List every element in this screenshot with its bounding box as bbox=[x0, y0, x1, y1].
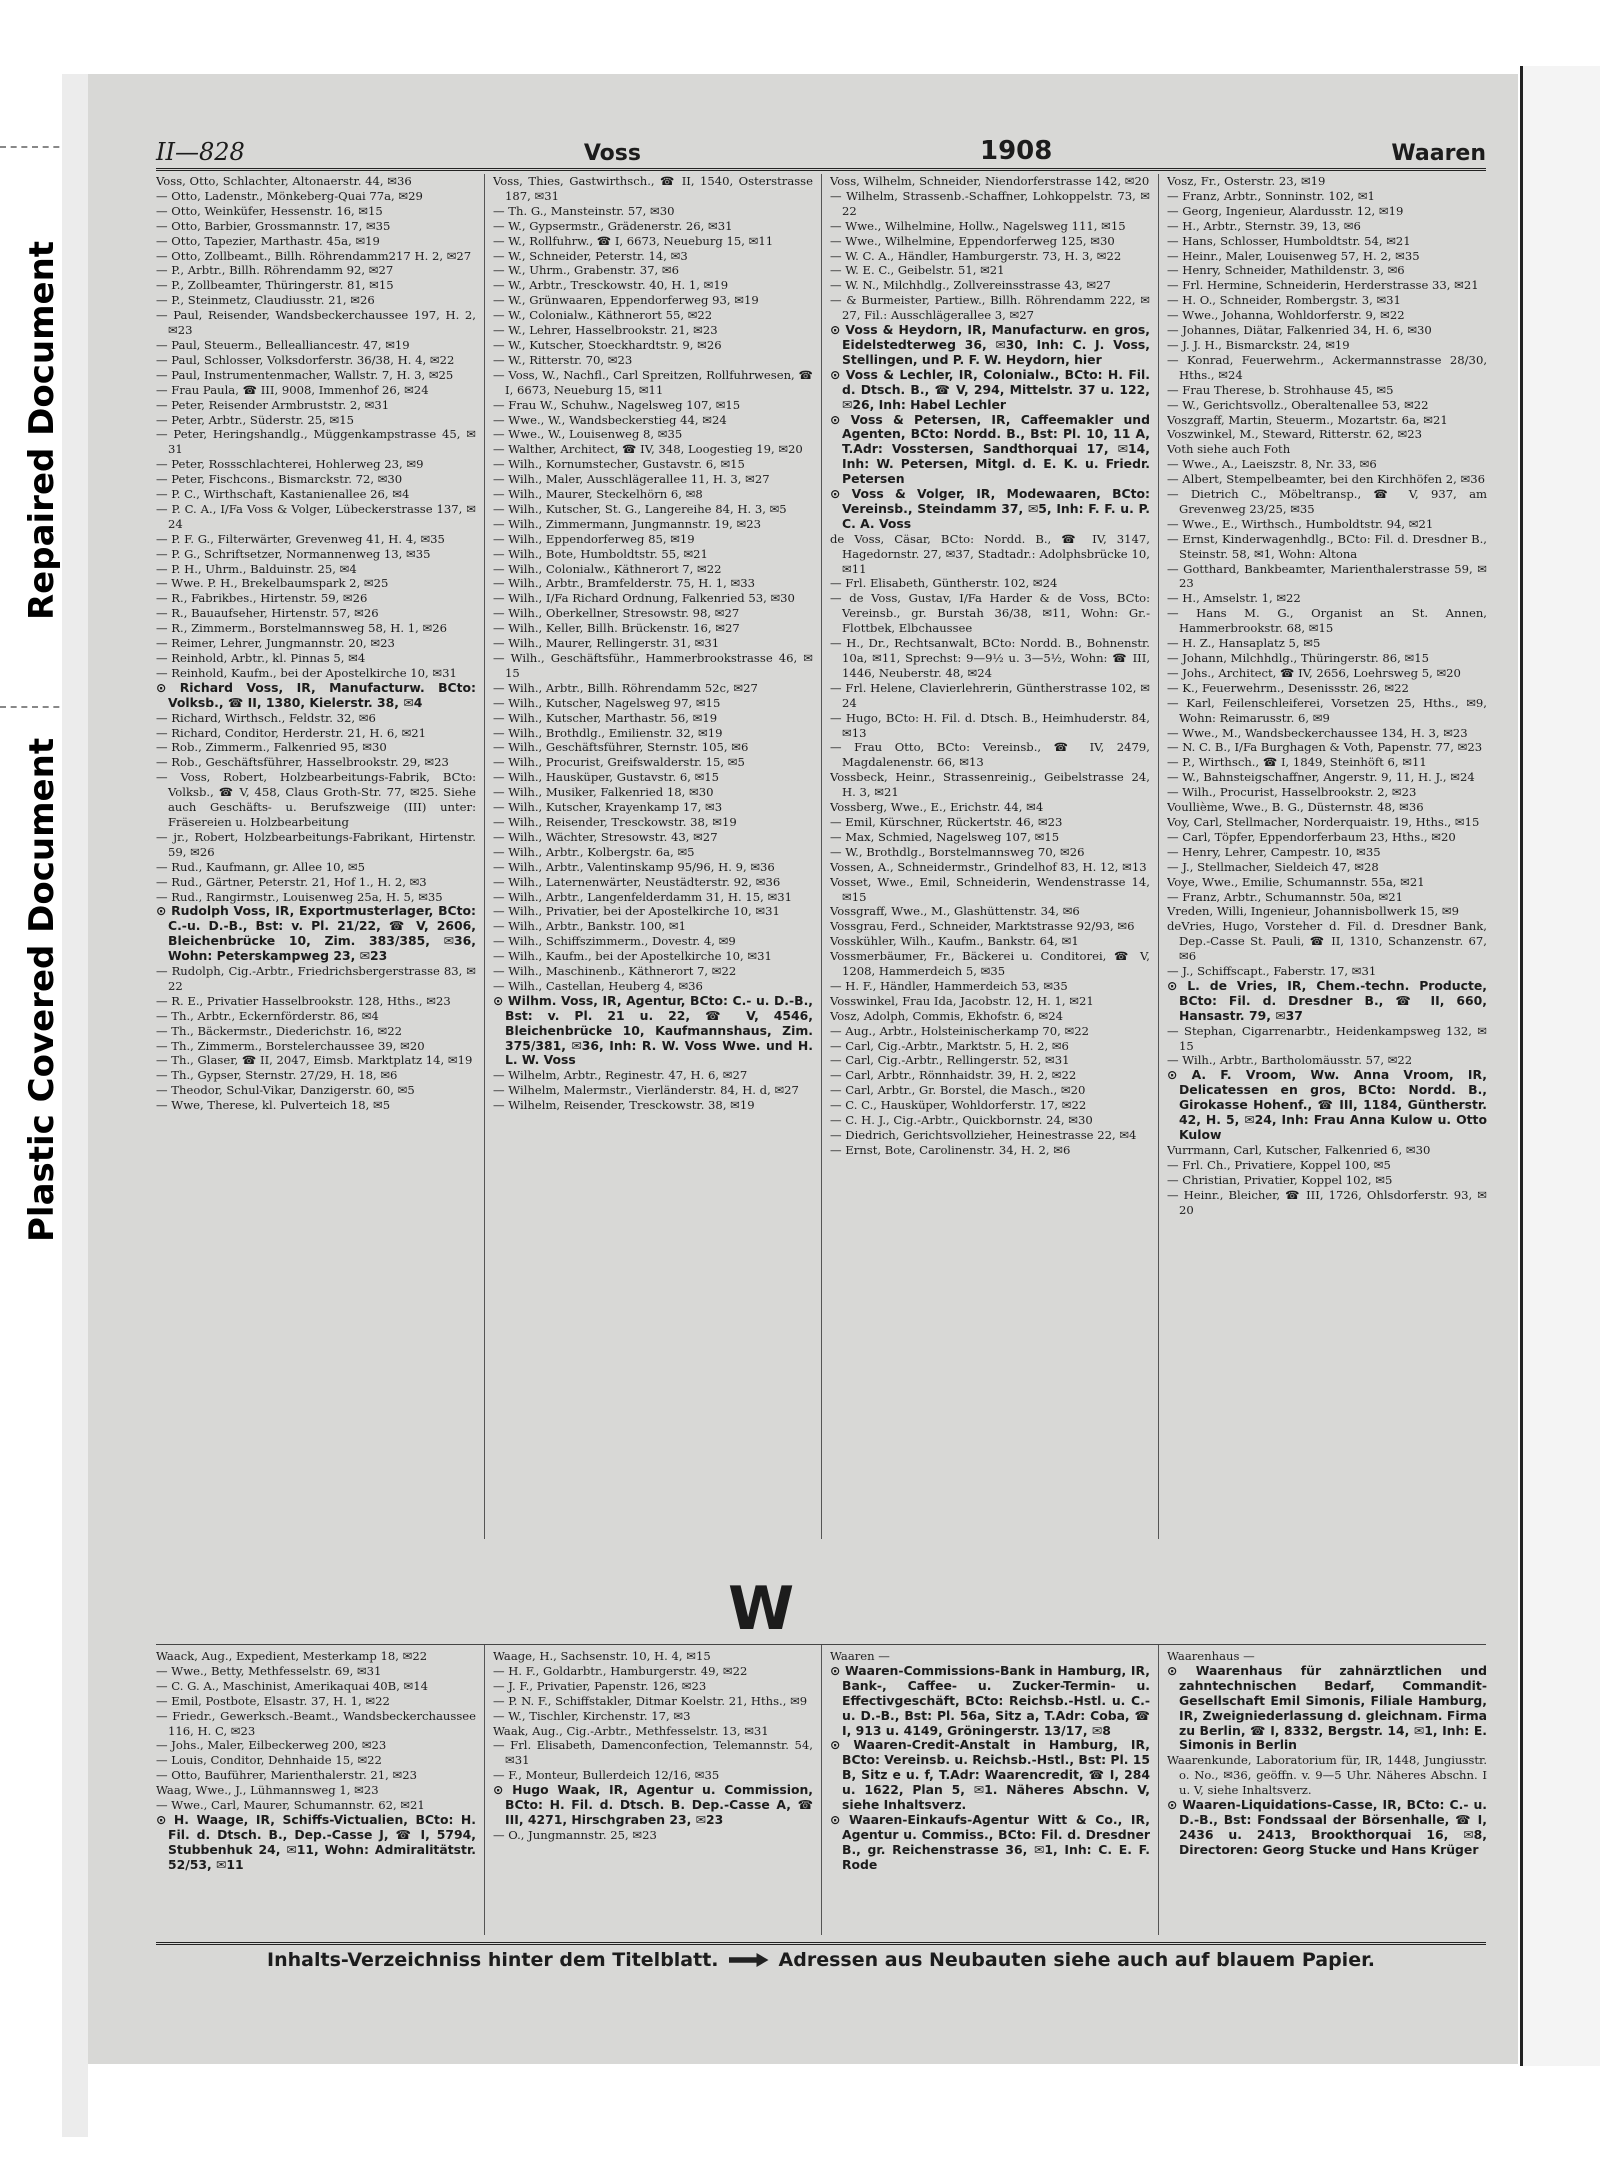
bottom-margin bbox=[88, 2066, 1520, 2177]
directory-entry: — Heinr., Bleicher, ☎ III, 1726, Ohlsdorferstr. 93, ✉20 bbox=[1167, 1187, 1487, 1217]
directory-entry: — jr., Robert, Holzbearbeitungs-Fabrikant, Hirtenstr. 59, ✉26 bbox=[156, 829, 476, 859]
directory-entry: — Wwe., A., Laeiszstr. 8, Nr. 33, ✉6 bbox=[1167, 457, 1377, 472]
directory-entry: — Wilh., Eppendorferweg 85, ✉19 bbox=[493, 531, 695, 546]
directory-entry: — Wwe., Wilhelmine, Hollw., Nagelsweg 111, ✉15 bbox=[830, 218, 1126, 233]
directory-entry: — C. C., Hausküper, Wohldorferstr. 17, ✉22 bbox=[830, 1098, 1087, 1113]
directory-entry: — Wilh., Kutscher, Nagelsweg 97, ✉15 bbox=[493, 695, 721, 710]
directory-entry: — Emil, Postbote, Elsastr. 37, H. 1, ✉22 bbox=[156, 1693, 390, 1708]
directory-entry: — H. F., Händler, Hammerdeich 53, ✉35 bbox=[830, 978, 1068, 993]
directory-entry: — J., Schiffscapt., Faberstr. 17, ✉31 bbox=[1167, 964, 1377, 979]
directory-entry: — O., Jungmannstr. 25, ✉23 bbox=[493, 1827, 657, 1842]
directory-entry: — Reimer, Lehrer, Jungmannstr. 20, ✉23 bbox=[156, 636, 395, 651]
directory-entry: — Wilh., Castellan, Heuberg 4, ✉36 bbox=[493, 978, 703, 993]
directory-entry: — de Voss, Gustav, I/Fa Harder & de Voss, BCto: Vereinsb., gr. Burstah 36/38, ✉11, Wohn: Gr.-Flottbek, Elbchaussee bbox=[830, 591, 1150, 636]
directory-entry: — Rud., Rangirmstr., Louisenweg 25a, H. 5, ✉35 bbox=[156, 889, 443, 904]
directory-entry: — K., Feuerwehrm., Desenissstr. 26, ✉22 bbox=[1167, 680, 1409, 695]
directory-entry: Vurrmann, Carl, Kutscher, Falkenried 6, ✉30 bbox=[1167, 1142, 1431, 1157]
directory-entry: — & Burmeister, Partiew., Billh. Röhrendamm 222, ✉27, Fil.: Ausschlägerallee 3, ✉27 bbox=[830, 293, 1150, 323]
directory-entry: — P., Steinmetz, Claudiusstr. 21, ✉26 bbox=[156, 293, 375, 308]
directory-entry: ⊙ Voss & Volger, IR, Modewaaren, BCto: Vereinsb., Steindamm 37, ✉5, Inh: F. F. u. P. C. A. Voss bbox=[830, 486, 1150, 531]
header-year: 1908 bbox=[979, 136, 1053, 166]
directory-entry: ⊙ Voss & Petersen, IR, Caffeemakler und Agenten, BCto: Nordd. B., Bst: Pl. 10, 11 A, T.Adr: Vosstersen, Sandthorquai 17, ✉14, Inh: W. Petersen, Mitgl. d. E. K. u. Friedr. Petersen bbox=[830, 411, 1150, 487]
page-number: II—828 bbox=[156, 138, 245, 166]
directory-entry: — Johannes, Diätar, Falkenried 34, H. 6, ✉30 bbox=[1167, 323, 1432, 338]
directory-entry: — Wilh., Arbtr., Bramfelderstr. 75, H. 1, ✉33 bbox=[493, 576, 755, 591]
directory-entry: — Wilh., Kutscher, St. G., Langereihe 84, H. 3, ✉5 bbox=[493, 501, 787, 516]
directory-entry: — Wwe., M., Wandsbeckerchaussee 134, H. 3, ✉23 bbox=[1167, 725, 1468, 740]
directory-entry: ⊙ Waaren-Credit-Anstalt in Hamburg, IR, BCto: Vereinsb. u. Reichsb.-Hstl., Bst: Pl. 15 B, Sitz e u. f, T.Adr: Waarencredit, ☎ I, 284 u. 1622, Plan 5, ✉1. Näheres Abschn. V, siehe Inhaltsverz. bbox=[830, 1737, 1150, 1813]
directory-entry: — Johann, Milchhdlg., Thüringerstr. 86, ✉15 bbox=[1167, 651, 1429, 665]
directory-entry: — C. G. A., Maschinist, Amerikaquai 40B, ✉14 bbox=[156, 1678, 429, 1693]
directory-entry: — Wilh., Reisender, Tresckowstr. 38, ✉19 bbox=[493, 814, 737, 829]
directory-entry: — Wwe., Johanna, Wohldorferstr. 9, ✉22 bbox=[1167, 308, 1405, 323]
plastic-covered-document-label: Plastic Covered Document bbox=[22, 737, 62, 1243]
directory-entry: — P. H., Uhrm., Balduinstr. 25, ✉4 bbox=[156, 561, 357, 576]
directory-entry: — Wwe., W., Louisenweg 8, ✉35 bbox=[493, 427, 683, 442]
directory-entry: — Rob., Zimmerm., Falkenried 95, ✉30 bbox=[156, 740, 387, 755]
directory-entry: Voth siehe auch Foth bbox=[1167, 442, 1291, 457]
directory-entry: — W., Gerichtsvollz., Oberaltenallee 53, ✉22 bbox=[1167, 397, 1429, 412]
dash-mark-top bbox=[0, 146, 70, 148]
directory-entry: — C. H. J., Cig.-Arbtr., Quickbornstr. 24, ✉30 bbox=[830, 1113, 1093, 1128]
directory-entry: — Th., Zimmerm., Borstelerchaussee 39, ✉20 bbox=[156, 1038, 425, 1053]
directory-entry: Vossgraff, Wwe., M., Glashüttenstr. 34, ✉6 bbox=[830, 904, 1080, 919]
directory-entry: — Wilh., Bote, Humboldtstr. 55, ✉21 bbox=[493, 546, 708, 561]
directory-entry: Vossmerbäumer, Fr., Bäckerei u. Conditorei, ☎ V, 1208, Hammerdeich 5, ✉35 bbox=[830, 949, 1150, 979]
directory-entry: — Otto, Barbier, Grossmannstr. 17, ✉35 bbox=[156, 218, 391, 233]
directory-entry: — H., Amselstr. 1, ✉22 bbox=[1167, 591, 1301, 606]
directory-entry: — Carl, Töpfer, Eppendorferbaum 23, Hths., ✉20 bbox=[1167, 829, 1456, 844]
directory-entry: — Louis, Conditor, Dehnhaide 15, ✉22 bbox=[156, 1753, 382, 1768]
directory-entry: — F., Monteur, Bullerdeich 12/16, ✉35 bbox=[493, 1768, 720, 1783]
directory-entry: — Aug., Arbtr., Holsteinischerkamp 70, ✉22 bbox=[830, 1023, 1090, 1038]
directory-entry: — Otto, Weinküfer, Hessenstr. 16, ✉15 bbox=[156, 203, 383, 218]
directory-entry: — Frl. Elisabeth, Güntherstr. 102, ✉24 bbox=[830, 576, 1058, 591]
directory-entry: Waarenhaus — bbox=[1167, 1649, 1255, 1663]
header-section: Waaren bbox=[1391, 141, 1486, 166]
directory-entry: — W., Colonialw., Käthnerort 55, ✉22 bbox=[493, 308, 713, 323]
directory-entry: — Wilh., Kutscher, Marthastr. 56, ✉19 bbox=[493, 710, 718, 725]
directory-entry: Voszwinkel, M., Steward, Ritterstr. 62, ✉23 bbox=[1167, 427, 1422, 442]
directory-entry: — Paul, Schlosser, Volksdorferstr. 36/38, H. 4, ✉22 bbox=[156, 352, 455, 367]
directory-entry: Vosz, Adolph, Commis, Ekhofstr. 6, ✉24 bbox=[830, 1008, 1064, 1023]
directory-entry: — Wilhelm, Malermstr., Vierländerstr. 84, H. d, ✉27 bbox=[493, 1083, 799, 1098]
directory-entry: — Wilh., Arbtr., Bartholomäusstr. 57, ✉22 bbox=[1167, 1053, 1413, 1068]
directory-entry: — W., Tischler, Kirchenstr. 17, ✉3 bbox=[493, 1708, 691, 1723]
directory-entry: — Wilh., Maurer, Steckelhörn 6, ✉8 bbox=[493, 487, 703, 502]
page-footer bbox=[156, 1942, 1486, 1975]
directory-entry: — Peter, Heringshandlg., Müggenkampstrasse 45, ✉31 bbox=[156, 427, 476, 457]
directory-entry: — Wilh., Keller, Billh. Brückenstr. 16, ✉27 bbox=[493, 621, 740, 636]
directory-entry: — P., Wirthsch., ☎ I, 1849, Steinhöft 6, ✉11 bbox=[1167, 755, 1427, 770]
directory-entry: — P. F. G., Filterwärter, Grevenweg 41, H. 4, ✉35 bbox=[156, 531, 445, 546]
directory-entry: — W., Ritterstr. 70, ✉23 bbox=[493, 352, 633, 367]
directory-entry: — Friedr., Gewerksch.-Beamt., Wandsbeckerchaussee 116, H. C, ✉23 bbox=[156, 1708, 476, 1738]
column-divider bbox=[821, 1645, 822, 1935]
directory-entry: — Wilh., Maler, Ausschlägerallee 11, H. 3, ✉27 bbox=[493, 472, 770, 487]
directory-entry: — Albert, Stempelbeamter, bei den Kirchhöfen 2, ✉36 bbox=[1167, 472, 1485, 487]
directory-entry: — W., Arbtr., Tresckowstr. 40, H. 1, ✉19 bbox=[493, 278, 729, 293]
directory-entry: — Diedrich, Gerichtsvollzieher, Heinestrasse 22, ✉4 bbox=[830, 1128, 1137, 1142]
w-column-3 bbox=[830, 1649, 1150, 1931]
directory-entry: — Franz, Arbtr., Schumannstr. 50a, ✉21 bbox=[1167, 889, 1404, 904]
directory-entry: — Wilhelm, Strassenb.-Schaffner, Lohkoppelstr. 73, ✉22 bbox=[830, 188, 1150, 218]
w-column-4 bbox=[1167, 1649, 1487, 1931]
directory-entry: — Frau Therese, b. Strohhause 45, ✉5 bbox=[1167, 382, 1394, 397]
directory-entry: — W., Lehrer, Hasselbrookstr. 21, ✉23 bbox=[493, 323, 718, 338]
directory-entry: — Konrad, Feuerwehrm., Ackermannstrasse 28/30, Hths., ✉24 bbox=[1167, 352, 1487, 382]
directory-entry: — Wilhelm, Arbtr., Reginestr. 47, H. 6, ✉27 bbox=[493, 1068, 748, 1083]
directory-entry: — Frl. Helene, Clavierlehrerin, Güntherstrasse 102, ✉24 bbox=[830, 680, 1150, 710]
directory-entry: — Hans M. G., Organist an St. Annen, Hammerbrookstr. 68, ✉15 bbox=[1167, 606, 1487, 636]
directory-entry: — Johs., Maler, Eilbeckerweg 200, ✉23 bbox=[156, 1738, 387, 1753]
directory-entry: — Wilh., Wächter, Stresowstr. 43, ✉27 bbox=[493, 829, 718, 844]
directory-entry: de Voss, Cäsar, BCto: Nordd. B., ☎ IV, 3147, Hagedornstr. 27, ✉37, Stadtadr.: Adolphsbrücke 10, ✉11 bbox=[830, 531, 1150, 576]
directory-entry: Voss, Thies, Gastwirthsch., ☎ II, 1540, Osterstrasse 187, ✉31 bbox=[493, 174, 813, 203]
directory-entry: — Paul, Reisender, Wandsbeckerchaussee 197, H. 2, ✉23 bbox=[156, 308, 476, 338]
directory-entry: — Wilh., Colonialw., Käthnerort 7, ✉22 bbox=[493, 561, 722, 576]
directory-entry: — Wwe., Carl, Maurer, Schumannstr. 62, ✉21 bbox=[156, 1798, 425, 1813]
directory-entry: — Wilh., Geschäftsführer, Sternstr. 105, ✉6 bbox=[493, 740, 749, 755]
directory-entry: — Ernst, Bote, Carolinenstr. 34, H. 2, ✉6 bbox=[830, 1142, 1071, 1157]
directory-entry: — W. C. A., Händler, Hamburgerstr. 73, H. 3, ✉22 bbox=[830, 248, 1122, 263]
column-divider bbox=[1158, 1645, 1159, 1935]
directory-entry: Vreden, Willi, Ingenieur, Johannisbollwerk 15, ✉9 bbox=[1167, 904, 1459, 919]
footer-right-text: Adressen aus Neubauten siehe auch auf blauem Papier. bbox=[778, 1949, 1375, 1971]
section-letter: W bbox=[728, 1574, 795, 1644]
directory-entry: — Carl, Arbtr., Gr. Borstel, die Masch., ✉20 bbox=[830, 1083, 1086, 1098]
directory-entry: Vosskühler, Wilh., Kaufm., Bankstr. 64, ✉1 bbox=[830, 934, 1079, 949]
directory-entry: — Dietrich C., Möbeltransp., ☎ V, 937, am Grevenweg 23/25, ✉35 bbox=[1167, 487, 1487, 516]
directory-entry: — Stephan, Cigarrenarbtr., Heidenkampsweg 132, ✉15 bbox=[1167, 1023, 1487, 1053]
directory-entry: — Wilh., Arbtr., Kolbergstr. 6a, ✉5 bbox=[493, 844, 695, 859]
w-section-columns bbox=[156, 1644, 1486, 1935]
directory-entry: — Voss, W., Nachfl., Carl Spreitzen, Rollfuhrwesen, ☎ I, 6673, Neueburg 15, ✉11 bbox=[493, 367, 813, 397]
directory-entry: — Wilh., Procurist, Hasselbrookstr. 2, ✉23 bbox=[1167, 785, 1417, 800]
directory-entry: — Th., Arbtr., Eckernförderstr. 86, ✉4 bbox=[156, 1008, 379, 1023]
directory-entry: — R. E., Privatier Hasselbrookstr. 128, Hths., ✉23 bbox=[156, 993, 451, 1008]
directory-entry: — Rudolph, Cig.-Arbtr., Friedrichsbergerstrasse 83, ✉22 bbox=[156, 964, 476, 993]
directory-entry: — Wilh., Kutscher, Krayenkamp 17, ✉3 bbox=[493, 800, 723, 815]
directory-entry: — Carl, Arbtr., Rönnhaidstr. 39, H. 2, ✉22 bbox=[830, 1068, 1077, 1083]
pointing-hand-icon bbox=[729, 1953, 769, 1967]
directory-entry: ⊙ Waarenhaus für zahnärztlichen und zahntechnischen Bedarf, Commandit-Gesellschaft Emil Simonis, Filiale Hamburg, IR, Zweigniederlassung d. gleichnam. Firma zu Berlin, ☎ I, 8332, Bergstr. 14, ✉1, Inh: E. Simonis in Berlin bbox=[1167, 1662, 1487, 1753]
directory-entry: — P. N. F., Schiffstakler, Ditmar Koelstr. 21, Hths., ✉9 bbox=[493, 1693, 808, 1708]
directory-entry: — R., Zimmerm., Borstelmannsweg 58, H. 1, ✉26 bbox=[156, 621, 447, 636]
directory-entry: — Th., Bäckermstr., Diederichstr. 16, ✉22 bbox=[156, 1023, 403, 1038]
directory-entry: — Frl. Elisabeth, Damenconfection, Telemannstr. 54, ✉31 bbox=[493, 1738, 813, 1768]
directory-entry: — W., Bahnsteigschaffner, Angerstr. 9, 11, H. J., ✉24 bbox=[1167, 770, 1475, 785]
directory-entry: ⊙ Waaren-Liquidations-Casse, IR, BCto: C.- u. D.-B., Bst: Fondssaal der Börsenhalle, ☎ I, 2436 u. 2413, Brookthorquai 16, ✉8, Directoren: Georg Stucke und Hans Krüger bbox=[1167, 1797, 1487, 1857]
directory-entry: — W. E. C., Geibelstr. 51, ✉21 bbox=[830, 263, 1005, 278]
directory-entry: Vosswinkel, Frau Ida, Jacobstr. 12, H. 1, ✉21 bbox=[830, 993, 1094, 1008]
directory-entry: — Georg, Ingenieur, Alardusstr. 12, ✉19 bbox=[1167, 203, 1404, 218]
directory-entry: — Max, Schmied, Nagelsweg 107, ✉15 bbox=[830, 829, 1060, 844]
directory-entry: — Wilh., Musiker, Falkenried 18, ✉30 bbox=[493, 785, 714, 800]
directory-entry: — Otto, Tapezier, Marthastr. 45a, ✉19 bbox=[156, 233, 380, 248]
directory-entry: — Wilh., Maschinenb., Käthnerort 7, ✉22 bbox=[493, 964, 737, 979]
directory-entry: Vossbeck, Heinr., Strassenreinig., Geibelstrasse 24, H. 3, ✉21 bbox=[830, 770, 1150, 800]
directory-entry: — W. N., Milchhdlg., Zollvereinsstrasse 43, ✉27 bbox=[830, 278, 1111, 293]
directory-entry: Waag, Wwe., J., Lühmannsweg 1, ✉23 bbox=[156, 1783, 379, 1798]
directory-entry: — Peter, Fischcons., Bismarckstr. 72, ✉30 bbox=[156, 472, 403, 487]
directory-entry: — Richard, Conditor, Herderstr. 21, H. 6, ✉21 bbox=[156, 725, 427, 740]
directory-entry: — P. C. A., I/Fa Voss & Volger, Lübeckerstrasse 137, ✉24 bbox=[156, 501, 476, 531]
directory-entry: — Wilh., Privatier, bei der Apostelkirche 10, ✉31 bbox=[493, 904, 780, 919]
directory-entry: — Paul, Steuerm., Bellealliancestr. 47, ✉19 bbox=[156, 337, 410, 352]
directory-entry: — Reinhold, Arbtr., kl. Pinnas 5, ✉4 bbox=[156, 651, 366, 665]
directory-entry: — Wilh., Arbtr., Billh. Röhrendamm 52c, ✉27 bbox=[493, 680, 758, 695]
directory-entry: — Wwe., Wilhelmine, Eppendorferweg 125, ✉30 bbox=[830, 233, 1115, 248]
directory-entry: Waack, Aug., Expedient, Mesterkamp 18, ✉22 bbox=[156, 1649, 428, 1663]
directory-entry: — P., Arbtr., Billh. Röhrendamm 92, ✉27 bbox=[156, 263, 394, 278]
directory-entry: — Wilh., Maurer, Rellingerstr. 31, ✉31 bbox=[493, 636, 720, 651]
directory-entry: — Wilh., Arbtr., Bankstr. 100, ✉1 bbox=[493, 919, 687, 934]
directory-entry: — Wwe., W., Wandsbeckerstieg 44, ✉24 bbox=[493, 412, 727, 427]
directory-entry: — Wilh., Brothdlg., Emilienstr. 32, ✉19 bbox=[493, 725, 723, 740]
directory-entry: Voss, Otto, Schlachter, Altonaerstr. 44, ✉36 bbox=[156, 174, 412, 188]
directory-entry: — Henry, Schneider, Mathildenstr. 3, ✉6 bbox=[1167, 263, 1405, 278]
directory-entry: — P., Zollbeamter, Thüringerstr. 81, ✉15 bbox=[156, 278, 394, 293]
directory-entry: — Wwe., E., Wirthsch., Humboldtstr. 94, ✉21 bbox=[1167, 516, 1434, 531]
directory-entry: — Th. G., Mansteinstr. 57, ✉30 bbox=[493, 203, 675, 218]
directory-entry: — Wilh., I/Fa Richard Ordnung, Falkenried 53, ✉30 bbox=[493, 591, 795, 606]
column-3 bbox=[830, 174, 1150, 1539]
directory-entry: — P. G., Schriftsetzer, Normannenweg 13, ✉35 bbox=[156, 546, 431, 561]
directory-entry: — Wwe., Betty, Methfesselstr. 69, ✉31 bbox=[156, 1663, 382, 1678]
directory-entry: — Wilh., Schiffszimmerm., Dovestr. 4, ✉9 bbox=[493, 934, 736, 949]
directory-entry: Voye, Wwe., Emilie, Schumannstr. 55a, ✉21 bbox=[1167, 874, 1425, 889]
directory-entry: ⊙ A. F. Vroom, Ww. Anna Vroom, IR, Delicatessen en gros, BCto: Nordd. B., Girokasse Hohenf., ☎ III, 1184, Güntherstr. 42, H. 5, ✉24, Inh: Frau Anna Kulow u. Otto Kulow bbox=[1167, 1067, 1487, 1142]
directory-entry: — R., Bauaufseher, Hirtenstr. 57, ✉26 bbox=[156, 606, 379, 621]
directory-entry: — N. C. B., I/Fa Burghagen & Voth, Papenstr. 77, ✉23 bbox=[1167, 740, 1483, 755]
column-divider bbox=[821, 174, 822, 1539]
directory-entry: ⊙ Waaren-Commissions-Bank in Hamburg, IR, Bank-, Caffee- u. Zucker-Termin- u. Effectivgeschäft, BCto: Reichsb.-Hstl. u. C.- u. D.-B., Bst: Pl. 56a, Sitz a, T.Adr: Coba, ☎ I, 913 u. 4149, Gröningerstr. 13/17, ✉8 bbox=[830, 1662, 1150, 1738]
directory-entry: — Paul, Instrumentenmacher, Wallstr. 7, H. 3, ✉25 bbox=[156, 367, 454, 382]
directory-entry: — Frau Paula, ☎ III, 9008, Immenhof 26, ✉24 bbox=[156, 382, 429, 397]
directory-entry: — Th., Gypser, Sternstr. 27/29, H. 18, ✉6 bbox=[156, 1068, 398, 1083]
header-name: Voss bbox=[583, 141, 641, 166]
directory-entry: — Wilhelm, Reisender, Tresckowstr. 38, ✉19 bbox=[493, 1098, 755, 1113]
directory-entry: — Wilh., Arbtr., Valentinskamp 95/96, H. 9, ✉36 bbox=[493, 859, 775, 874]
directory-entry: — Christian, Privatier, Koppel 102, ✉5 bbox=[1167, 1172, 1393, 1187]
directory-page bbox=[88, 74, 1518, 2064]
column-4 bbox=[1167, 174, 1487, 1539]
directory-entry: — H., Dr., Rechtsanwalt, BCto: Nordd. B., Bohnenstr. 10a, ✉11, Sprechst: 9—9½ u. 3—5½, Wohn: ☎ III, 1446, Neuberstr. 48, ✉24 bbox=[830, 636, 1150, 680]
directory-entry: — J. J. H., Bismarckstr. 24, ✉19 bbox=[1167, 337, 1350, 352]
directory-entry: — W., Uhrm., Grabenstr. 37, ✉6 bbox=[493, 263, 679, 278]
directory-entry: — Wilh., Arbtr., Langenfelderdamm 31, H. 15, ✉31 bbox=[493, 889, 792, 904]
directory-entry: — Wilh., Geschäftsführ., Hammerbrookstrasse 46, ✉15 bbox=[493, 651, 813, 680]
directory-entry: Waarenkunde, Laboratorium für, IR, 1448, Jungiusstr. o. No., ✉36, geöffn. v. 9—5 Uhr. Näheres Abschn. I u. V, siehe Inhaltsverz. bbox=[1167, 1753, 1487, 1798]
directory-entry: ⊙ Wilhm. Voss, IR, Agentur, BCto: C.- u. D.-B., Bst: v. Pl. 21 u. 22, ☎ V, 4546, Bleichenbrücke 10, Kaufmannshaus, Zim. 375/381, ✉36, Inh: R. W. Voss Wwe. und H. L. W. Voss bbox=[493, 992, 813, 1068]
directory-entry: ⊙ Richard Voss, IR, Manufacturw. BCto: Volksb., ☎ II, 1380, Kielerstr. 38, ✉4 bbox=[156, 679, 476, 710]
directory-entry: — P. C., Wirthschaft, Kastanienallee 26, ✉4 bbox=[156, 487, 410, 502]
column-divider bbox=[1158, 174, 1159, 1539]
dash-mark-middle bbox=[0, 706, 70, 708]
directory-entry: ⊙ H. Waage, IR, Schiffs-Victualien, BCto: H. Fil. d. Dtsch. B., Dep.-Casse J, ☎ I, 5794, Stubbenhuk 24, ✉11, Wohn: Admiralitätstr. 52/53, ✉11 bbox=[156, 1811, 476, 1872]
directory-entry: ⊙ Waaren-Einkaufs-Agentur Witt & Co., IR, Agentur u. Commiss., BCto: Fil. d. Dresdner B., gr. Reichenstrasse 36, ✉1, Inh: C. E. F. Rode bbox=[830, 1811, 1150, 1872]
directory-entry: — R., Fabrikbes., Hirtenstr. 59, ✉26 bbox=[156, 591, 368, 606]
directory-entry: — Wilh., Kornumstecher, Gustavstr. 6, ✉15 bbox=[493, 457, 745, 472]
directory-entry: — W., Rollfuhrw., ☎ I, 6673, Neueburg 15, ✉11 bbox=[493, 233, 774, 248]
directory-entry: — Peter, Reisender Armbruststr. 2, ✉31 bbox=[156, 397, 390, 412]
directory-entry: — Wilh., Procurist, Greifswalderstr. 15, ✉5 bbox=[493, 755, 745, 770]
directory-entry: — Hugo, BCto: H. Fil. d. Dtsch. B., Heimhuderstr. 84, ✉13 bbox=[830, 710, 1150, 740]
directory-entry: — Frau W., Schuhw., Nagelsweg 107, ✉15 bbox=[493, 397, 741, 412]
directory-entry: — Walther, Architect, ☎ IV, 348, Loogestieg 19, ✉20 bbox=[493, 442, 803, 457]
directory-entry: — Rud., Kaufmann, gr. Allee 10, ✉5 bbox=[156, 859, 365, 874]
page-header bbox=[156, 122, 1486, 171]
directory-entry: — Frau Otto, BCto: Vereinsb., ☎ IV, 2479, Magdalenenstr. 66, ✉13 bbox=[830, 740, 1150, 770]
column-1 bbox=[156, 174, 476, 1539]
directory-entry: — W., Gypsermstr., Grädenerstr. 26, ✉31 bbox=[493, 218, 733, 233]
directory-entry: — Franz, Arbtr., Sonninstr. 102, ✉1 bbox=[1167, 188, 1375, 203]
column-2 bbox=[493, 174, 813, 1539]
directory-entry: — Frl. Hermine, Schneiderin, Herderstrasse 33, ✉21 bbox=[1167, 278, 1479, 293]
directory-entry: — Otto, Bauführer, Marienthalerstr. 21, ✉23 bbox=[156, 1768, 417, 1783]
directory-entry: — Voss, Robert, Holzbearbeitungs-Fabrik, BCto: Volksb., ☎ V, 458, Claus Groth-Str. 77, ✉25. Siehe auch Geschäfts- u. Berufszweige (III) unter: Fräsereien u. Holzbearbeitung bbox=[156, 770, 476, 829]
directory-entry: — Henry, Lehrer, Campestr. 10, ✉35 bbox=[1167, 844, 1381, 859]
directory-entry: — J., Stellmacher, Sieldeich 47, ✉28 bbox=[1167, 859, 1379, 874]
binding-band bbox=[62, 74, 88, 2137]
directory-entry: — Theodor, Schul-Vikar, Danzigerstr. 60, ✉5 bbox=[156, 1083, 415, 1098]
footer-left-text: Inhalts-Verzeichniss hinter dem Titelblatt. bbox=[267, 1949, 719, 1971]
directory-entry: — Frl. Ch., Privatiere, Koppel 100, ✉5 bbox=[1167, 1157, 1391, 1172]
directory-entry: — Carl, Cig.-Arbtr., Marktstr. 5, H. 2, ✉6 bbox=[830, 1038, 1069, 1053]
directory-entry: Waak, Aug., Cig.-Arbtr., Methfesselstr. 13, ✉31 bbox=[493, 1723, 769, 1738]
directory-entry: — W., Schneider, Peterstr. 14, ✉3 bbox=[493, 248, 688, 263]
directory-entry: — Carl, Cig.-Arbtr., Rellingerstr. 52, ✉31 bbox=[830, 1053, 1070, 1068]
directory-entry: Vossen, A., Schneidermstr., Grindelhof 83, H. 12, ✉13 bbox=[830, 859, 1147, 874]
directory-entry: — Gotthard, Bankbeamter, Marienthalerstrasse 59, ✉23 bbox=[1167, 561, 1487, 591]
directory-entry: Voy, Carl, Stellmacher, Norderquaistr. 19, Hths., ✉15 bbox=[1167, 814, 1480, 829]
directory-entry: Voszgraff, Martin, Steuerm., Mozartstr. 6a, ✉21 bbox=[1167, 412, 1448, 427]
directory-entry: — Wilh., Laternenwärter, Neustädterstr. 92, ✉36 bbox=[493, 874, 781, 889]
directory-entry: Vosset, Wwe., Emil, Schneiderin, Wendenstrasse 14, ✉15 bbox=[830, 874, 1150, 904]
directory-entry: Voss, Wilhelm, Schneider, Niendorferstrasse 142, ✉20 bbox=[830, 174, 1150, 188]
directory-entry: — W., Kutscher, Stoeckhardtstr. 9, ✉26 bbox=[493, 337, 722, 352]
directory-entry: — Emil, Kürschner, Rückertstr. 46, ✉23 bbox=[830, 814, 1063, 829]
directory-entry: — Ernst, Kinderwagenhdlg., BCto: Fil. d. Dresdner B., Steinstr. 58, ✉1, Wohn: Altona bbox=[1167, 531, 1487, 561]
column-divider bbox=[484, 174, 485, 1539]
directory-entry: — J. F., Privatier, Papenstr. 126, ✉23 bbox=[493, 1678, 707, 1693]
directory-entry: Waage, H., Sachsenstr. 10, H. 4, ✉15 bbox=[493, 1649, 711, 1663]
directory-entry: — Wilh., Kaufm., bei der Apostelkirche 10, ✉31 bbox=[493, 949, 772, 964]
directory-entry: — Rob., Geschäftsführer, Hasselbrookstr. 29, ✉23 bbox=[156, 755, 449, 770]
directory-entry: — Reinhold, Kaufm., bei der Apostelkirche 10, ✉31 bbox=[156, 665, 457, 680]
directory-entry: ⊙ Hugo Waak, IR, Agentur u. Commission, BCto: H. Fil. d. Dtsch. B. Dep.-Casse A, ☎ III, 4271, Hirschgraben 23, ✉23 bbox=[493, 1782, 813, 1827]
directory-entry: Voullième, Wwe., B. G., Düsternstr. 48, ✉36 bbox=[1167, 800, 1424, 815]
directory-entry: — Hans, Schlosser, Humboldtstr. 54, ✉21 bbox=[1167, 233, 1411, 248]
directory-entry: — H. O., Schneider, Rombergstr. 3, ✉31 bbox=[1167, 293, 1401, 308]
directory-entry: — W., Brothdlg., Borstelmannsweg 70, ✉26 bbox=[830, 844, 1085, 859]
directory-entry: — Wwe. P. H., Brekelbaumspark 2, ✉25 bbox=[156, 576, 389, 591]
directory-entry: deVries, Hugo, Vorsteher d. Fil. d. Dresdner Bank, Dep.-Casse St. Pauli, ☎ II, 1310, Schanzenstr. 67, ✉6 bbox=[1167, 919, 1487, 964]
directory-entry: ⊙ Voss & Heydorn, IR, Manufacturw. en gros, Eidelstedterweg 36, ✉30, Inh: C. J. Voss, Stellingen, und P. F. W. Heydorn, hier bbox=[830, 322, 1150, 367]
directory-entry: — Peter, Rossschlachterei, Hohlerweg 23, ✉9 bbox=[156, 457, 424, 472]
directory-entry: — Richard, Wirthsch., Feldstr. 32, ✉6 bbox=[156, 710, 376, 725]
directory-entry: — Th., Glaser, ☎ II, 2047, Eimsb. Marktplatz 14, ✉19 bbox=[156, 1053, 473, 1068]
directory-entry: Vossberg, Wwe., E., Erichstr. 44, ✉4 bbox=[830, 800, 1044, 815]
w-column-2 bbox=[493, 1649, 813, 1931]
main-columns bbox=[156, 174, 1486, 1539]
directory-entry: — H. Z., Hansaplatz 5, ✉5 bbox=[1167, 636, 1321, 651]
directory-entry: — Wwe, Therese, kl. Pulverteich 18, ✉5 bbox=[156, 1098, 391, 1113]
directory-entry: ⊙ L. de Vries, IR, Chem.-techn. Producte, BCto: Fil. d. Dresdner B., ☎ II, 660, Hansastr. 79, ✉37 bbox=[1167, 977, 1487, 1023]
directory-entry: — Otto, Zollbeamt., Billh. Röhrendamm217 H. 2, ✉27 bbox=[156, 248, 472, 263]
directory-entry: — H., Arbtr., Sternstr. 39, 13, ✉6 bbox=[1167, 218, 1361, 233]
directory-entry: — Wilh., Oberkellner, Stresowstr. 98, ✉27 bbox=[493, 606, 740, 621]
column-divider bbox=[484, 1645, 485, 1935]
directory-entry: Vossgrau, Ferd., Schneider, Marktstrasse 92/93, ✉6 bbox=[830, 919, 1135, 934]
directory-entry: ⊙ Voss & Lechler, IR, Colonialw., BCto: H. Fil. d. Dtsch. B., ☎ V, 294, Mittelstr. 37 u. 122, ✉26, Inh: Habel Lechler bbox=[830, 366, 1150, 412]
directory-entry: — Wilh., Hausküper, Gustavstr. 6, ✉15 bbox=[493, 770, 720, 785]
directory-entry: — Wilh., Zimmermann, Jungmannstr. 19, ✉23 bbox=[493, 516, 761, 531]
directory-entry: — Peter, Arbtr., Süderstr. 25, ✉15 bbox=[156, 412, 354, 427]
directory-entry: — Johs., Architect, ☎ IV, 2656, Loehrsweg 5, ✉20 bbox=[1167, 665, 1461, 680]
w-column-1 bbox=[156, 1649, 476, 1931]
directory-entry: — Rud., Gärtner, Peterstr. 21, Hof 1., H. 2, ✉3 bbox=[156, 874, 427, 889]
directory-entry: — Heinr., Maler, Louisenweg 57, H. 2, ✉35 bbox=[1167, 248, 1420, 263]
directory-entry: Waaren — bbox=[830, 1649, 890, 1663]
directory-entry: — Karl, Feilenschleiferei, Vorsetzen 25, Hths., ✉9, Wohn: Reimarusstr. 6, ✉9 bbox=[1167, 695, 1487, 725]
directory-entry: Vosz, Fr., Osterstr. 23, ✉19 bbox=[1167, 174, 1326, 188]
directory-entry: — H. F., Goldarbtr., Hamburgerstr. 49, ✉22 bbox=[493, 1663, 748, 1678]
repaired-document-label: Repaired Document bbox=[22, 240, 62, 620]
directory-entry: — W., Grünwaaren, Eppendorferweg 93, ✉19 bbox=[493, 293, 759, 308]
directory-entry: ⊙ Rudolph Voss, IR, Exportmusterlager, BCto: C.-u. D.-B., Bst: v. Pl. 21/22, ☎ V, 2606, Bleichenbrücke 10, Zim. 383/385, ✉36, Wohn: Peterskampweg 23, ✉23 bbox=[156, 903, 476, 964]
directory-entry: — Otto, Ladenstr., Mönkeberg-Quai 77a, ✉29 bbox=[156, 188, 423, 203]
next-page-edge bbox=[1520, 66, 1600, 2066]
